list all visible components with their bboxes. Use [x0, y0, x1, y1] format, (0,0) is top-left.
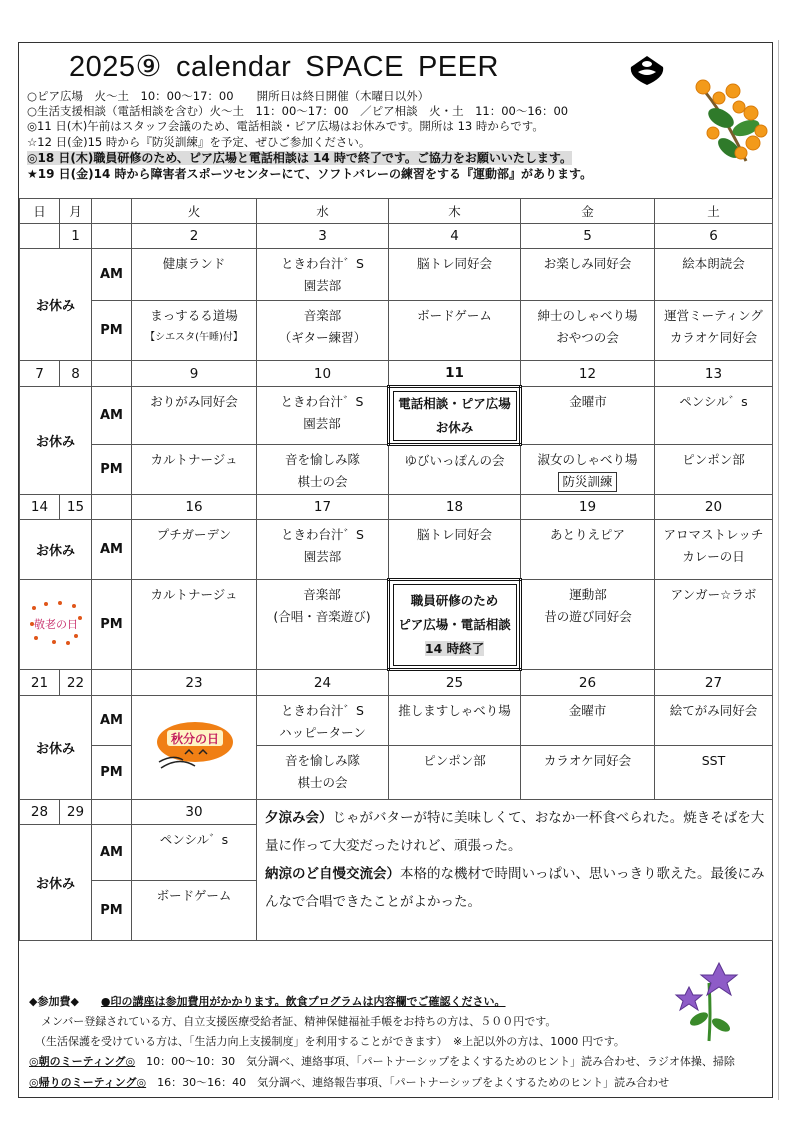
osmanthus-flower-icon	[691, 73, 771, 168]
event-cell: ピンポン部	[655, 445, 773, 495]
date-row	[20, 361, 773, 387]
pm-row	[20, 301, 773, 361]
date-cell: 27	[655, 670, 773, 696]
event-cell: 音楽部 (合唱・音楽遊び)	[257, 580, 389, 670]
peer-logo-icon	[627, 53, 667, 87]
am-row	[20, 249, 773, 301]
date-cell: 5	[521, 224, 655, 249]
event-cell: ゆびいっぽんの会	[389, 445, 521, 495]
am-label: AM	[92, 249, 132, 301]
am-label: AM	[92, 387, 132, 445]
page-edge-line	[778, 40, 779, 1100]
date-row	[20, 495, 773, 520]
holiday-badge-cell	[20, 580, 92, 670]
date-cell: 18	[389, 495, 521, 520]
weekday-sun: 日	[20, 199, 60, 224]
am-row	[20, 520, 773, 580]
date-cell: 1	[60, 224, 92, 249]
event-cell: お楽しみ同好会	[521, 249, 655, 301]
date-cell: 11	[389, 361, 521, 387]
staff-training-notice-box: 職員研修のため ピア広場・電話相談 14 時終了	[389, 580, 521, 670]
date-cell: 2	[132, 224, 257, 249]
date-cell: 10	[257, 361, 389, 387]
event-cell: ときわ台汁゛S 園芸部	[257, 387, 389, 445]
respect-for-aged-day-icon	[26, 598, 86, 648]
event-cell: 絵本朗読会	[655, 249, 773, 301]
weekday-tue: 火	[132, 199, 257, 224]
event-cell: ピンポン部	[389, 746, 521, 800]
note-line: ○生活支援相談（電話相談を含む）火～土 11：00～17：00 ／ピア相談 火・土 11：00～16：00	[27, 104, 569, 118]
notice-line: ★19 日(金)14 時から障害者スポーツセンターにて、ソフトバレーの練習をする『運動部』があります。	[27, 167, 593, 181]
closed-label: お休み	[20, 387, 92, 495]
am-label: AM	[92, 696, 132, 746]
date-row	[20, 224, 773, 249]
note-line: ◎11 日(木)午前はスタッフ会議のため、電話相談・ピア広場はお休みです。開所は 13 時からです。	[27, 119, 544, 133]
date-cell: 17	[257, 495, 389, 520]
event-cell: 推しますしゃべり場	[389, 696, 521, 746]
svg-text:秋分の日: 秋分の日	[170, 732, 220, 746]
event-cell: ときわ台汁゛S 園芸部	[257, 249, 389, 301]
am-row	[20, 387, 773, 445]
event-cell: あとりえピア	[521, 520, 655, 580]
event-cell: おりがみ同好会	[132, 387, 257, 445]
date-cell: 20	[655, 495, 773, 520]
event-cell: ペンシル゛s	[132, 825, 257, 881]
event-cell: アンガー☆ラボ	[655, 580, 773, 670]
event-cell: ときわ台汁゛S ハッピーターン	[257, 696, 389, 746]
event-cell: カルトナージュ	[132, 580, 257, 670]
date-cell: 6	[655, 224, 773, 249]
event-cell: プチガーデン	[132, 520, 257, 580]
event-cell: 金曜市	[521, 696, 655, 746]
am-label: AM	[92, 520, 132, 580]
event-cell: 脳トレ同好会	[389, 520, 521, 580]
date-cell: 16	[132, 495, 257, 520]
date-cell: 9	[132, 361, 257, 387]
pm-label: PM	[92, 580, 132, 670]
event-cell: カルトナージュ	[132, 445, 257, 495]
event-cell: 紳士のしゃべり場 おやつの会	[521, 301, 655, 361]
evening-meeting: ◎帰りのミーティング◎ 16：30～16：40 気分調べ、連絡報告事項、「パートナーシップをよくするためのヒント」読み合わせ	[29, 1076, 670, 1089]
fee-line: メンバー登録されている方、自立支援医療受給者証、精神保健福祉手帳をお持ちの方は、５００円です。	[41, 1015, 557, 1028]
date-cell: 28	[20, 800, 60, 825]
notice-highlight: ◎18 日(木)職員研修のため、ピア広場と電話相談は 14 時で終了です。ご協力をお願いいたします。	[27, 151, 572, 165]
weekday-header-row	[20, 199, 773, 224]
date-cell: 21	[20, 670, 60, 696]
event-cell: ボードゲーム	[132, 881, 257, 941]
event-cell: 金曜市	[521, 387, 655, 445]
event-cell: 健康ランド	[132, 249, 257, 301]
event-cell: 運動部 昔の遊び同好会	[521, 580, 655, 670]
pm-row	[20, 445, 773, 495]
date-cell: 19	[521, 495, 655, 520]
closed-label: お休み	[20, 825, 92, 941]
autumn-equinox-cell	[132, 696, 257, 800]
weekday-fri: 金	[521, 199, 655, 224]
disaster-drill-badge: 防災訓練	[558, 472, 616, 492]
closed-label: お休み	[20, 520, 92, 580]
pm-row	[20, 580, 773, 670]
note-line: ○ピア広場 火～土 10：00～17：00 開所日は終日開催（木曜日以外）	[27, 89, 430, 103]
date-cell: 12	[521, 361, 655, 387]
pm-label: PM	[92, 881, 132, 941]
calendar-page	[18, 42, 773, 1098]
date-cell: 14	[20, 495, 60, 520]
date-cell: 24	[257, 670, 389, 696]
am-row	[20, 696, 773, 746]
date-cell: 15	[60, 495, 92, 520]
pm-label: PM	[92, 301, 132, 361]
date-cell: 29	[60, 800, 92, 825]
bellflower-icon	[669, 953, 749, 1043]
event-cell: カラオケ同好会	[521, 746, 655, 800]
fee-line: （生活保護を受けている方は、「生活力向上支援制度」を利用することができます） ※上記以外の方は、1000 円です。	[35, 1035, 625, 1048]
weekday-sat: 土	[655, 199, 773, 224]
calendar-table	[19, 198, 773, 941]
closed-label: お休み	[20, 249, 92, 361]
svg-text:敬老の日: 敬老の日	[33, 618, 78, 631]
date-cell: 7	[20, 361, 60, 387]
pm-label: PM	[92, 746, 132, 800]
date-row	[20, 670, 773, 696]
morning-meeting: ◎朝のミーティング◎ 10：00～10：30 気分調べ、連絡事項、「パートナーシップをよくするためのヒント」読み合わせ、ラジオ体操、掃除	[29, 1055, 735, 1068]
date-cell: 4	[389, 224, 521, 249]
event-cell: ときわ台汁゛S 園芸部	[257, 520, 389, 580]
event-cell: ペンシル゛s	[655, 387, 773, 445]
date-cell: 26	[521, 670, 655, 696]
event-cell: 音楽部 （ギター練習）	[257, 301, 389, 361]
note-line: ☆12 日(金)15 時から『防災訓練』を予定、ぜひご参加ください。	[27, 135, 371, 149]
event-cell: 音を愉しみ隊 棋士の会	[257, 746, 389, 800]
event-cell: アロマストレッチ カレーの日	[655, 520, 773, 580]
event-cell: 運営ミーティング カラオケ同好会	[655, 301, 773, 361]
autumn-equinox-icon	[149, 716, 239, 776]
date-cell: 3	[257, 224, 389, 249]
date-cell: 13	[655, 361, 773, 387]
weekday-thu: 木	[389, 199, 521, 224]
pm-label: PM	[92, 445, 132, 495]
event-cell: 絵てがみ同好会	[655, 696, 773, 746]
page-title: 2025⑨ calendar SPACE PEER	[69, 51, 499, 83]
weekday-mon: 月	[60, 199, 92, 224]
date-cell: 25	[389, 670, 521, 696]
fee-heading: ◆参加費◆ ●印の講座は参加費用がかかります。飲食プログラムは内容欄でご確認ください。	[29, 995, 506, 1008]
date-cell: 22	[60, 670, 92, 696]
date-cell: 8	[60, 361, 92, 387]
closed-notice-box: 電話相談・ピア広場 お休み	[389, 387, 521, 445]
event-cell: 音を愉しみ隊 棋士の会	[257, 445, 389, 495]
event-cell: まっするる道場 【シエスタ(午睡)付】	[132, 301, 257, 361]
am-label: AM	[92, 825, 132, 881]
closed-label: お休み	[20, 696, 92, 800]
date-cell: 23	[132, 670, 257, 696]
event-review-memo: 夕涼み会）じゃがバターが特に美味しくて、おなか一杯食べられた。焼きそばを大量に作って大変だったけれど、頑張った。 納涼のど自慢交流会）本格的な機材で時間いっぱい、思いっきり歌えた。最後にみんなで合唱できたことがよかった。	[257, 800, 773, 941]
event-cell: SST	[655, 746, 773, 800]
event-cell: 脳トレ同好会	[389, 249, 521, 301]
event-cell: 淑女のしゃべり場 防災訓練	[521, 445, 655, 495]
event-cell: ボードゲーム	[389, 301, 521, 361]
date-cell: 30	[132, 800, 257, 825]
weekday-wed: 水	[257, 199, 389, 224]
date-row	[20, 800, 773, 825]
